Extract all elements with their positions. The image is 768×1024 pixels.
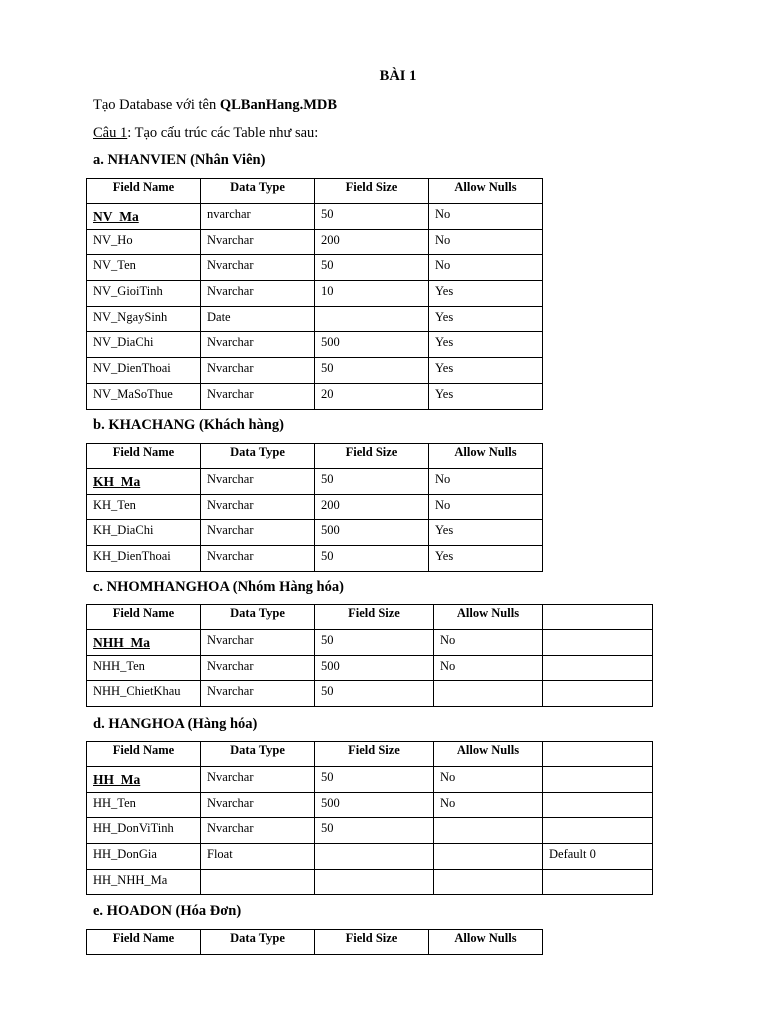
- column-header: Data Type: [201, 605, 315, 630]
- table-cell: 50: [315, 255, 429, 281]
- table-row: [87, 767, 653, 793]
- table-cell: 20: [315, 383, 429, 409]
- table-cell: [201, 869, 315, 895]
- table-cell: Yes: [429, 520, 543, 546]
- table-row: [87, 358, 543, 384]
- table-cell: Nvarchar: [201, 546, 315, 572]
- table-cell: [543, 655, 653, 681]
- table-cell: nvarchar: [201, 204, 315, 230]
- table-cell: 500: [315, 655, 434, 681]
- table-row: [87, 332, 543, 358]
- field-name-cell: KH_DienThoai: [87, 546, 201, 572]
- table-cell: No: [429, 494, 543, 520]
- table-cell: No: [429, 229, 543, 255]
- table-row: [87, 655, 653, 681]
- table-row: [87, 469, 543, 495]
- table-cell: Nvarchar: [201, 630, 315, 656]
- field-table: [86, 604, 653, 707]
- column-header-empty: [543, 742, 653, 767]
- column-header: Field Name: [87, 742, 201, 767]
- table-row: [87, 306, 543, 332]
- table-header-row: [87, 179, 543, 204]
- field-name-cell: KH_DiaChi: [87, 520, 201, 546]
- table-cell: [315, 844, 434, 870]
- field-table: [86, 443, 543, 572]
- table-row: [87, 255, 543, 281]
- table-row: [87, 844, 653, 870]
- table-cell: Nvarchar: [201, 383, 315, 409]
- table-cell: Nvarchar: [201, 792, 315, 818]
- field-name-cell: NV_Ho: [87, 229, 201, 255]
- column-header: Data Type: [201, 444, 315, 469]
- table-header-row: [87, 930, 543, 955]
- table-cell: Nvarchar: [201, 255, 315, 281]
- table-header-row: [87, 605, 653, 630]
- intro-line: [93, 97, 337, 114]
- table-cell: No: [434, 630, 543, 656]
- table-cell: Nvarchar: [201, 332, 315, 358]
- intro-prefix: Tạo Database với tên: [93, 97, 220, 113]
- table-cell: 50: [315, 469, 429, 495]
- table-cell: [543, 792, 653, 818]
- column-header: Field Size: [315, 444, 429, 469]
- primary-key-cell: HH_Ma: [87, 767, 201, 793]
- column-header: Allow Nulls: [429, 444, 543, 469]
- column-header: Field Size: [315, 742, 434, 767]
- table-cell: Nvarchar: [201, 655, 315, 681]
- table-row: [87, 494, 543, 520]
- page-title: BÀI 1: [379, 68, 417, 84]
- table-cell: [543, 630, 653, 656]
- table-cell: Nvarchar: [201, 767, 315, 793]
- table-cell: 500: [315, 792, 434, 818]
- table-cell: [543, 681, 653, 707]
- column-header-empty: [543, 605, 653, 630]
- column-header: Field Size: [315, 605, 434, 630]
- table-cell: Nvarchar: [201, 681, 315, 707]
- table-cell: No: [429, 255, 543, 281]
- table-cell: Nvarchar: [201, 229, 315, 255]
- table-row: [87, 281, 543, 307]
- column-header: Data Type: [201, 179, 315, 204]
- table-cell: No: [434, 792, 543, 818]
- column-header: Field Name: [87, 444, 201, 469]
- table-cell: 50: [315, 204, 429, 230]
- table-cell: Yes: [429, 358, 543, 384]
- table-cell: 50: [315, 630, 434, 656]
- table-header-row: [87, 742, 653, 767]
- table-cell: 500: [315, 332, 429, 358]
- table-cell: 500: [315, 520, 429, 546]
- table-cell: 10: [315, 281, 429, 307]
- column-header: Field Name: [87, 179, 201, 204]
- section-heading: b. KHACHANG (Khách hàng): [93, 417, 284, 433]
- primary-key-cell: KH_Ma: [87, 469, 201, 495]
- column-header: Allow Nulls: [429, 179, 543, 204]
- table-cell: No: [434, 655, 543, 681]
- column-header: Field Name: [87, 930, 201, 955]
- field-table: [86, 741, 653, 895]
- column-header: Allow Nulls: [429, 930, 543, 955]
- field-name-cell: NHH_Ten: [87, 655, 201, 681]
- column-header: Allow Nulls: [434, 605, 543, 630]
- table-row: [87, 792, 653, 818]
- table-row: [87, 869, 653, 895]
- field-name-cell: NV_DienThoai: [87, 358, 201, 384]
- primary-key-cell: NHH_Ma: [87, 630, 201, 656]
- table-cell: Yes: [429, 332, 543, 358]
- table-cell: Nvarchar: [201, 818, 315, 844]
- table-cell: [434, 818, 543, 844]
- table-row: [87, 546, 543, 572]
- question-line: [93, 125, 318, 142]
- table-cell: [543, 869, 653, 895]
- question-label: Câu 1: [93, 125, 128, 141]
- field-table: [86, 929, 543, 955]
- table-cell: Nvarchar: [201, 520, 315, 546]
- table-cell: [315, 869, 434, 895]
- table-cell: Default 0: [543, 844, 653, 870]
- table-row: [87, 204, 543, 230]
- table-cell: [434, 681, 543, 707]
- table-row: [87, 229, 543, 255]
- table-cell: Yes: [429, 281, 543, 307]
- field-name-cell: NV_GioiTinh: [87, 281, 201, 307]
- table-cell: 50: [315, 358, 429, 384]
- table-cell: Yes: [429, 306, 543, 332]
- column-header: Field Name: [87, 605, 201, 630]
- table-cell: [543, 818, 653, 844]
- table-cell: 50: [315, 681, 434, 707]
- table-row: [87, 818, 653, 844]
- table-cell: 50: [315, 818, 434, 844]
- table-cell: Nvarchar: [201, 281, 315, 307]
- table-cell: Yes: [429, 546, 543, 572]
- field-table: [86, 178, 543, 410]
- table-row: [87, 681, 653, 707]
- field-name-cell: KH_Ten: [87, 494, 201, 520]
- column-header: Allow Nulls: [434, 742, 543, 767]
- table-cell: No: [434, 767, 543, 793]
- field-name-cell: NV_Ten: [87, 255, 201, 281]
- database-name: QLBanHang.MDB: [219, 97, 338, 113]
- column-header: Field Size: [315, 930, 429, 955]
- table-cell: 50: [315, 767, 434, 793]
- table-cell: [434, 869, 543, 895]
- section-heading: d. HANGHOA (Hàng hóa): [93, 716, 258, 732]
- section-heading: e. HOADON (Hóa Đơn): [93, 903, 242, 919]
- section-heading: a. NHANVIEN (Nhân Viên): [93, 152, 266, 168]
- column-header: Data Type: [201, 930, 315, 955]
- field-name-cell: HH_DonGia: [87, 844, 201, 870]
- table-cell: Nvarchar: [201, 469, 315, 495]
- field-name-cell: NV_DiaChi: [87, 332, 201, 358]
- field-name-cell: HH_DonViTinh: [87, 818, 201, 844]
- table-cell: 200: [315, 229, 429, 255]
- table-row: [87, 383, 543, 409]
- table-cell: Date: [201, 306, 315, 332]
- table-cell: Nvarchar: [201, 358, 315, 384]
- field-name-cell: NV_NgaySinh: [87, 306, 201, 332]
- field-name-cell: NHH_ChietKhau: [87, 681, 201, 707]
- table-cell: [434, 844, 543, 870]
- table-cell: [543, 767, 653, 793]
- column-header: Field Size: [315, 179, 429, 204]
- table-header-row: [87, 444, 543, 469]
- field-name-cell: HH_NHH_Ma: [87, 869, 201, 895]
- table-cell: 50: [315, 546, 429, 572]
- field-name-cell: NV_MaSoThue: [87, 383, 201, 409]
- table-row: [87, 520, 543, 546]
- field-name-cell: HH_Ten: [87, 792, 201, 818]
- table-cell: 200: [315, 494, 429, 520]
- table-cell: [315, 306, 429, 332]
- table-cell: Nvarchar: [201, 494, 315, 520]
- table-cell: No: [429, 204, 543, 230]
- table-row: [87, 630, 653, 656]
- question-text: : Tạo cấu trúc các Table như sau:: [127, 125, 319, 141]
- primary-key-cell: NV_Ma: [87, 204, 201, 230]
- table-cell: Float: [201, 844, 315, 870]
- column-header: Data Type: [201, 742, 315, 767]
- table-cell: Yes: [429, 383, 543, 409]
- table-cell: No: [429, 469, 543, 495]
- section-heading: c. NHOMHANGHOA (Nhóm Hàng hóa): [93, 579, 344, 595]
